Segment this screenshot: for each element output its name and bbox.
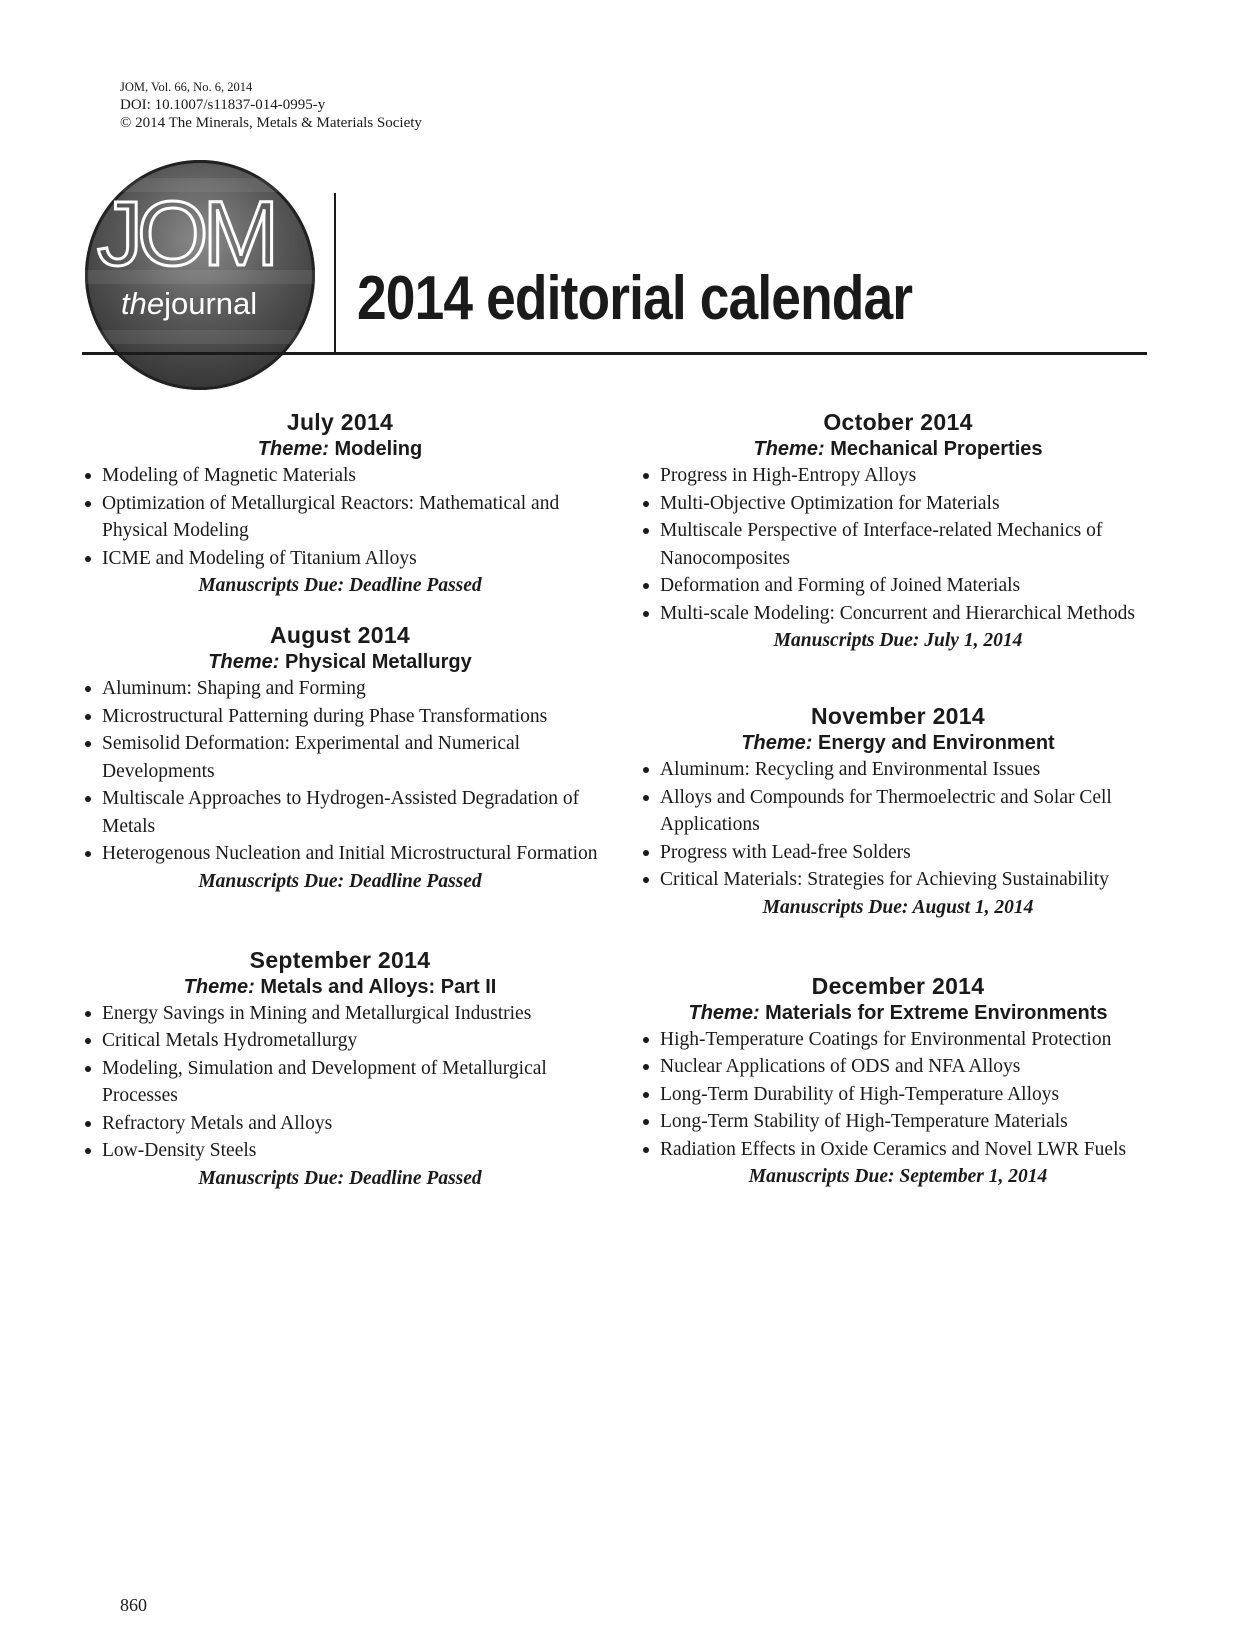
list-item: Deformation and Forming of Joined Materials (638, 572, 1158, 600)
theme-name: Modeling (334, 438, 423, 460)
list-item: Optimization of Metallurgical Reactors: Mathematical and Physical Modeling (80, 490, 600, 545)
list-item: Low-Density Steels (80, 1137, 600, 1165)
logo-wordmark: JOM (97, 183, 274, 285)
issue-theme (638, 436, 1158, 462)
list-item: Progress in High-Entropy Alloys (638, 462, 1158, 490)
doi: DOI: 10.1007/s11837-014-0995-y (120, 96, 326, 113)
topic-list (638, 462, 1158, 627)
theme-label: Theme: (741, 732, 813, 754)
logo-sub-journal: journal (164, 286, 258, 321)
left-column (80, 408, 600, 1193)
issue-theme (80, 649, 600, 675)
issue-august (80, 621, 600, 896)
page-number: 860 (120, 1595, 147, 1615)
theme-label: Theme: (183, 975, 255, 998)
list-item: Multi-scale Modeling: Concurrent and Hierarchical Methods (638, 600, 1158, 628)
journal-citation: JOM, Vol. 66, No. 6, 2014 (120, 80, 253, 94)
article-metadata (120, 80, 422, 133)
manuscript-deadline: Manuscripts Due: Deadline Passed (198, 575, 482, 596)
list-item: Modeling, Simulation and Development of Metallurgical Processes (80, 1055, 600, 1110)
issue-month: November 2014 (811, 703, 985, 729)
issue-july (80, 408, 600, 600)
issue-theme (80, 974, 600, 1000)
topic-list (80, 675, 600, 868)
list-item: Energy Savings in Mining and Metallurgical Industries (80, 1000, 600, 1028)
list-item: Aluminum: Shaping and Forming (80, 675, 600, 703)
list-item: Semisolid Deformation: Experimental and Numerical Developments (80, 730, 600, 785)
right-column (638, 408, 1158, 1191)
theme-name: Metals and Alloys: Part II (260, 975, 497, 998)
theme-name: Energy and Environment (817, 732, 1055, 754)
copyright: © 2014 The Minerals, Metals & Materials Society (120, 115, 422, 132)
list-item: Modeling of Magnetic Materials (80, 462, 600, 490)
theme-name: Mechanical Properties (830, 438, 1043, 460)
issue-month: August 2014 (269, 622, 411, 648)
list-item: Refractory Metals and Alloys (80, 1110, 600, 1138)
theme-name: Physical Metallurgy (284, 651, 472, 673)
theme-label: Theme: (688, 1001, 760, 1024)
issue-theme (638, 1000, 1158, 1026)
list-item: Radiation Effects in Oxide Ceramics and Novel LWR Fuels (638, 1136, 1158, 1164)
title-divider-vertical (334, 193, 336, 355)
list-item: ICME and Modeling of Titanium Alloys (80, 545, 600, 573)
issue-october (638, 408, 1158, 655)
jom-logo (85, 160, 315, 390)
issue-month: December 2014 (811, 972, 985, 999)
theme-label: Theme: (208, 651, 280, 673)
issue-month: July 2014 (286, 409, 394, 435)
list-item: Long-Term Durability of High-Temperature Alloys (638, 1081, 1158, 1109)
title-divider-horizontal (82, 352, 1147, 355)
list-item: Critical Materials: Strategies for Achieving Sustainability (638, 866, 1158, 894)
list-item: High-Temperature Coatings for Environmental Protection (638, 1026, 1158, 1054)
logo-subtitle (121, 288, 257, 319)
issue-theme (638, 730, 1158, 756)
list-item: Alloys and Compounds for Thermoelectric and Solar Cell Applications (638, 784, 1158, 839)
theme-label: Theme: (257, 438, 329, 460)
issue-month: October 2014 (823, 409, 973, 435)
issue-september (80, 946, 600, 1193)
manuscript-deadline: Manuscripts Due: Deadline Passed (198, 1167, 482, 1189)
list-item: Microstructural Patterning during Phase Transformations (80, 703, 600, 731)
manuscript-deadline: Manuscripts Due: August 1, 2014 (762, 896, 1034, 918)
topic-list (638, 1026, 1158, 1164)
manuscript-deadline: Manuscripts Due: September 1, 2014 (748, 1166, 1048, 1187)
manuscript-deadline: Manuscripts Due: Deadline Passed (198, 870, 482, 892)
theme-name: Materials for Extreme Environments (765, 1001, 1108, 1024)
list-item: Multiscale Perspective of Interface-related Mechanics of Nanocomposites (638, 517, 1158, 572)
topic-list (80, 462, 600, 572)
logo-sub-the: the (121, 286, 165, 321)
issue-december (638, 972, 1158, 1192)
issue-november (638, 702, 1158, 922)
topic-list (80, 1000, 600, 1165)
list-item: Critical Metals Hydrometallurgy (80, 1027, 600, 1055)
theme-label: Theme: (753, 438, 825, 460)
list-item: Progress with Lead-free Solders (638, 839, 1158, 867)
list-item: Multi-Objective Optimization for Materials (638, 490, 1158, 518)
page-title: 2014 editorial calendar (357, 264, 913, 333)
issue-theme (80, 436, 600, 462)
topic-list (638, 756, 1158, 894)
list-item: Aluminum: Recycling and Environmental Issues (638, 756, 1158, 784)
issue-month: September 2014 (249, 946, 431, 973)
list-item: Long-Term Stability of High-Temperature Materials (638, 1108, 1158, 1136)
list-item: Heterogenous Nucleation and Initial Microstructural Formation (80, 840, 600, 868)
list-item: Nuclear Applications of ODS and NFA Alloys (638, 1053, 1158, 1081)
list-item: Multiscale Approaches to Hydrogen-Assisted Degradation of Metals (80, 785, 600, 840)
manuscript-deadline: Manuscripts Due: July 1, 2014 (773, 630, 1023, 651)
